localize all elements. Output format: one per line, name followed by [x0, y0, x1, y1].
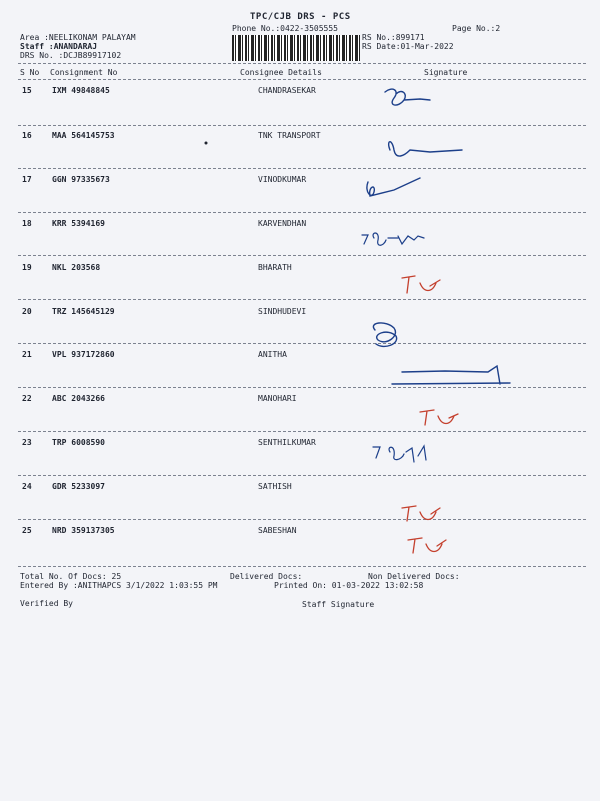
row-sno: 24: [22, 482, 32, 491]
row-sno: 20: [22, 307, 32, 316]
staff-label: Staff :ANANDARAJ: [20, 42, 98, 51]
phone-number: Phone No.:0422-3505555: [232, 24, 338, 33]
row-consignee: SINDHUDEVI: [258, 307, 307, 316]
row-consignee: ANITHA: [258, 350, 287, 359]
total-docs: Total No. Of Docs: 25: [20, 572, 122, 581]
row-sno: 25: [22, 526, 32, 535]
row-sno: 18: [22, 219, 32, 228]
row-sno: 19: [22, 263, 32, 272]
row-consignee: VINODKUMAR: [258, 175, 307, 184]
signature-20: [373, 323, 396, 347]
row-sno: 22: [22, 394, 32, 403]
signature-15: [385, 89, 430, 105]
signature-24: [402, 506, 440, 521]
row-consignee: BHARATH: [258, 263, 292, 272]
signature-19: [402, 276, 440, 293]
column-header-signature: Signature: [424, 68, 468, 77]
delivered-docs: Delivered Docs:: [230, 572, 303, 581]
row-consignment: VPL 937172860: [52, 350, 115, 359]
row-consignment: ABC 2043266: [52, 394, 105, 403]
column-header-consignment: Consignment No: [50, 68, 118, 77]
row-consignment: GGN 97335673: [52, 175, 110, 184]
row-consignee: MANOHARI: [258, 394, 297, 403]
row-sno: 17: [22, 175, 32, 184]
ink-dot: [205, 142, 208, 145]
printed-on: Printed On: 01-03-2022 13:02:58: [274, 581, 424, 590]
signature-23: [373, 446, 426, 462]
drs-number: DRS No. :DCJB89917102: [20, 51, 122, 60]
document-title: TPC/CJB DRS - PCS: [250, 12, 351, 22]
row-consignment: GDR 5233097: [52, 482, 105, 491]
row-sno: 16: [22, 131, 32, 140]
signature-21: [392, 366, 510, 384]
entered-by: Entered By :ANITHAPCS 3/1/2022 1:03:55 PM: [20, 581, 218, 590]
staff-signature: Staff Signature: [302, 600, 375, 609]
row-consignment: MAA 564145753: [52, 131, 115, 140]
row-consignment: TRP 6008590: [52, 438, 105, 447]
row-consignment: KRR 5394169: [52, 219, 105, 228]
row-consignee: SENTHILKUMAR: [258, 438, 316, 447]
non-delivered-docs: Non Delivered Docs:: [368, 572, 460, 581]
verified-by: Verified By: [20, 599, 73, 608]
signature-18: [362, 233, 424, 245]
row-sno: 21: [22, 350, 32, 359]
page-number: Page No.:2: [452, 24, 501, 33]
signature-17: [367, 178, 420, 196]
signature-22: [420, 410, 458, 425]
rs-date: RS Date:01-Mar-2022: [362, 42, 454, 51]
row-consignment: IXM 49848845: [52, 86, 110, 95]
row-sno: 15: [22, 86, 32, 95]
signature-25: [408, 538, 446, 553]
row-consignment: NKL 203568: [52, 263, 101, 272]
row-consignee: CHANDRASEKAR: [258, 86, 316, 95]
row-consignee: SATHISH: [258, 482, 292, 491]
column-header-consignee: Consignee Details: [240, 68, 322, 77]
row-consignee: TNK TRANSPORT: [258, 131, 321, 140]
signature-16: [389, 142, 462, 156]
row-consignment: NRD 359137305: [52, 526, 115, 535]
column-header-sno: S No: [20, 68, 40, 77]
rs-number: RS No.:899171: [362, 33, 425, 42]
row-sno: 23: [22, 438, 32, 447]
row-consignee: SABESHAN: [258, 526, 297, 535]
row-consignment: TRZ 145645129: [52, 307, 115, 316]
area-label: Area :NEELIKONAM PALAYAM: [20, 33, 136, 42]
row-consignee: KARVENDHAN: [258, 219, 307, 228]
